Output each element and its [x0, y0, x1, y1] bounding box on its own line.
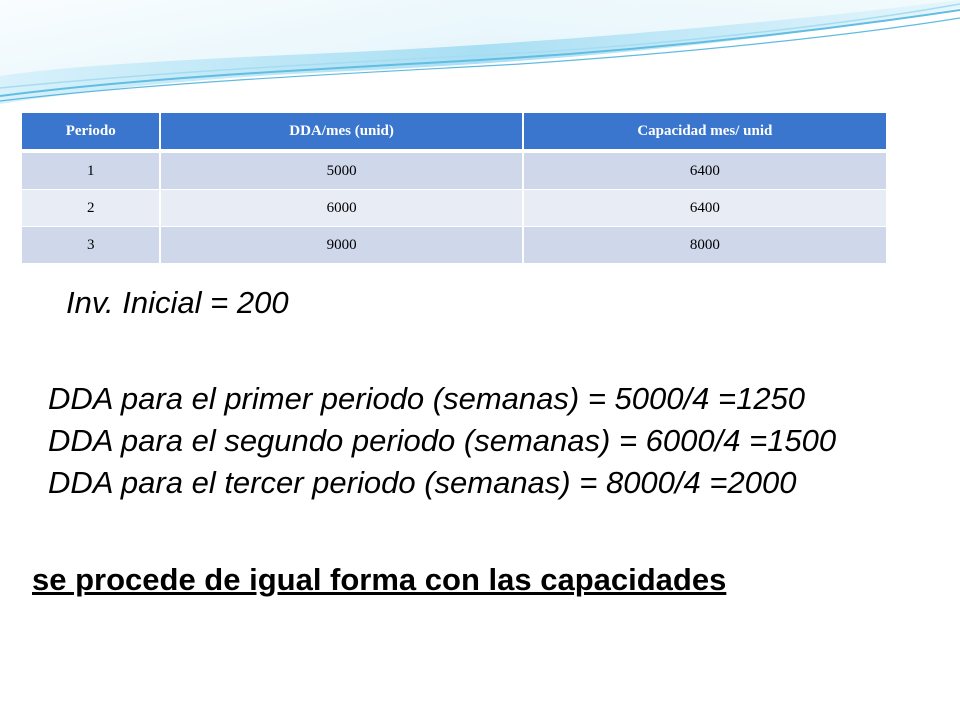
header-periodo: Periodo	[22, 113, 159, 152]
cell-dda: 9000	[159, 226, 521, 263]
initial-inventory-text: Inv. Inicial = 200	[66, 285, 289, 320]
cell-capacidad: 8000	[522, 226, 886, 263]
capacity-note: se procede de igual forma con las capacidades	[32, 562, 727, 597]
cell-capacidad: 6400	[522, 189, 886, 226]
header-wave-decoration	[0, 0, 960, 110]
cell-dda: 6000	[159, 189, 521, 226]
data-table	[22, 113, 886, 263]
table-header-row	[22, 113, 886, 152]
cell-periodo: 2	[22, 189, 159, 226]
cell-periodo: 1	[22, 152, 159, 189]
dda-calculation-block	[48, 378, 836, 504]
dda-line-second-period: DDA para el segundo periodo (semanas) = 6000/4 =1500	[48, 423, 837, 458]
dda-line-first-period: DDA para el primer periodo (semanas) = 5000/4 =1250	[48, 381, 806, 416]
cell-capacidad: 6400	[522, 152, 886, 189]
dda-line-third-period: DDA para el tercer periodo (semanas) = 8000/4 =2000	[48, 465, 797, 500]
table-row	[22, 189, 886, 226]
cell-dda: 5000	[159, 152, 521, 189]
header-capacidad-mes: Capacidad mes/ unid	[522, 113, 886, 152]
table-row	[22, 152, 886, 189]
cell-periodo: 3	[22, 226, 159, 263]
header-dda-mes: DDA/mes (unid)	[159, 113, 521, 152]
table-row	[22, 226, 886, 263]
